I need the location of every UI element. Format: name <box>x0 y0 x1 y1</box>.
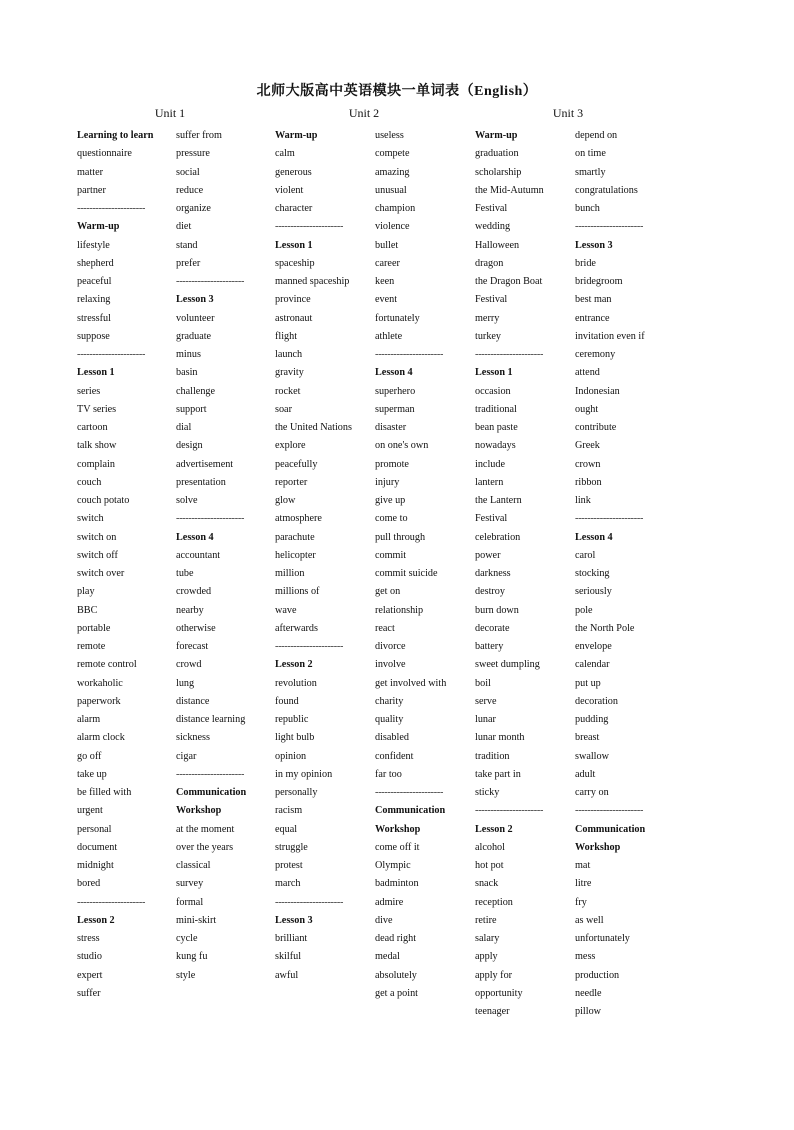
vocab-word: come to <box>375 513 408 525</box>
vocab-word: divorce <box>375 641 406 652</box>
vocab-word: the Dragon Boat <box>475 276 543 287</box>
vocab-word: athlete <box>375 330 403 342</box>
vocab-word: TV series <box>77 403 117 415</box>
vocab-word: reporter <box>275 476 308 488</box>
vocab-word: give up <box>375 495 406 506</box>
vocab-word: serve <box>475 695 497 707</box>
vocab-word: republic <box>275 714 309 725</box>
vocab-word: opportunity <box>475 987 523 999</box>
vocab-word: take part in <box>475 768 521 780</box>
vocab-word: wedding <box>475 221 511 233</box>
vocab-word: stress <box>77 933 100 944</box>
vocab-word: relationship <box>375 604 424 616</box>
vocab-word: fry <box>575 896 587 908</box>
vocab-word: fortunately <box>375 312 420 324</box>
vocab-word: shepherd <box>77 257 114 269</box>
vocab-word: stand <box>176 239 198 251</box>
vocab-word: partner <box>77 184 106 196</box>
vocab-word: relaxing <box>77 294 111 306</box>
vocab-word: bridegroom <box>575 276 623 287</box>
vocab-word: march <box>275 878 301 890</box>
vocab-word: destroy <box>475 586 505 598</box>
vocab-word: breast <box>575 732 600 744</box>
vocab-word: battery <box>475 641 504 652</box>
vocab-word: crowded <box>176 586 212 598</box>
vocab-word: far too <box>375 768 402 780</box>
vocab-word: nowadays <box>475 440 516 452</box>
vocab-word: hot pot <box>475 860 504 871</box>
vocab-word: depend on <box>575 130 618 141</box>
section-heading: Communication <box>375 805 446 817</box>
vocab-word: complain <box>77 458 115 470</box>
vocab-word: support <box>176 403 207 415</box>
vocab-word: attend <box>575 367 600 379</box>
vocab-word: generous <box>275 166 312 178</box>
vocab-word: sticky <box>475 787 500 798</box>
vocab-word: accountant <box>176 549 221 561</box>
vocab-word: mat <box>575 860 591 871</box>
vocab-word: lifestyle <box>77 239 110 251</box>
vocab-word: minus <box>176 349 201 360</box>
vocab-word: ought <box>575 403 599 415</box>
vocab-word: dial <box>176 422 192 433</box>
word-column-1 <box>77 127 167 1003</box>
vocab-word: scholarship <box>475 166 522 178</box>
vocab-word: wave <box>275 604 297 616</box>
vocab-word: sickness <box>176 732 210 744</box>
vocab-word: social <box>176 166 200 178</box>
vocab-word: revolution <box>275 677 317 689</box>
vocab-word: millions of <box>275 586 320 598</box>
vocab-word: switch on <box>77 531 117 543</box>
vocab-word: congratulations <box>575 184 638 196</box>
vocab-word: skilful <box>275 951 302 963</box>
vocab-word: production <box>575 969 620 981</box>
vocab-word: tube <box>176 568 194 579</box>
vocab-word: alarm clock <box>77 732 125 744</box>
vocab-word: brilliant <box>275 933 308 944</box>
vocab-word: million <box>275 568 305 579</box>
vocab-word: get a point <box>375 987 419 999</box>
vocab-word: mini-skirt <box>176 914 217 926</box>
vocab-word: in my opinion <box>275 768 333 780</box>
vocab-word: snack <box>475 878 499 890</box>
vocab-word: Festival <box>475 294 508 306</box>
vocab-word: include <box>475 458 505 470</box>
section-divider: ---------------------- <box>575 513 644 525</box>
section-heading: Lesson 4 <box>575 531 613 543</box>
vocab-word: volunteer <box>176 312 215 324</box>
vocab-word: studio <box>77 951 102 963</box>
vocab-word: ribbon <box>575 476 602 488</box>
vocab-word: design <box>176 440 203 452</box>
unit-2-heading: Unit 2 <box>348 106 380 120</box>
vocab-word: contribute <box>575 422 617 433</box>
vocab-word: amazing <box>375 166 410 178</box>
vocab-word: get involved with <box>375 677 447 689</box>
vocab-word: get on <box>375 586 401 598</box>
vocab-word: bride <box>575 257 596 269</box>
vocab-word: otherwise <box>176 622 216 634</box>
vocab-word: matter <box>77 166 104 178</box>
vocab-word: medal <box>375 951 400 963</box>
vocab-word: commit suicide <box>375 568 438 579</box>
vocab-word: seriously <box>575 586 612 598</box>
vocab-word: litre <box>575 878 592 890</box>
section-heading: Lesson 1 <box>275 239 313 251</box>
vocab-word: over the years <box>176 841 234 853</box>
vocab-word: carol <box>575 549 596 561</box>
vocab-word: decorate <box>475 622 510 634</box>
section-divider: ---------------------- <box>475 805 544 817</box>
vocab-word: injury <box>375 476 400 488</box>
vocab-word: apply <box>475 951 498 963</box>
vocab-word: smartly <box>575 166 606 178</box>
vocab-word: link <box>575 495 591 506</box>
section-divider: ---------------------- <box>375 787 444 798</box>
vocab-word: series <box>77 385 101 397</box>
vocab-word: prefer <box>176 257 201 269</box>
vocab-word: the United Nations <box>275 422 352 433</box>
section-heading: Lesson 1 <box>475 367 513 379</box>
vocab-word: badminton <box>375 878 419 890</box>
vocab-word: gravity <box>275 367 304 379</box>
section-divider: ---------------------- <box>275 641 344 652</box>
vocab-word: violent <box>275 184 304 196</box>
section-heading: Communication <box>575 823 646 835</box>
vocab-word: basin <box>176 367 198 379</box>
vocab-word: lung <box>176 677 195 689</box>
vocab-word: tradition <box>475 750 510 762</box>
vocab-word: glow <box>275 495 296 506</box>
vocab-word: urgent <box>77 805 103 817</box>
section-heading: Lesson 3 <box>176 294 214 306</box>
vocab-word: document <box>77 841 118 853</box>
vocab-word: dead right <box>375 933 417 944</box>
vocab-word: Halloween <box>475 239 520 251</box>
vocab-word: occasion <box>475 385 511 397</box>
vocab-word: on time <box>575 148 606 160</box>
vocab-word: on one's own <box>375 440 429 452</box>
vocab-word: couch potato <box>77 495 130 506</box>
vocab-word: reduce <box>176 184 204 196</box>
vocab-word: classical <box>176 860 211 871</box>
vocab-word: protest <box>275 860 303 871</box>
vocab-word: Festival <box>475 203 508 214</box>
vocab-word: calm <box>275 148 295 160</box>
vocab-word: solve <box>176 495 198 506</box>
vocab-word: Indonesian <box>575 385 620 397</box>
vocab-word: Festival <box>475 513 508 525</box>
vocab-word: helicopter <box>275 549 316 561</box>
vocab-word: quality <box>375 714 404 725</box>
word-column-3 <box>275 127 365 985</box>
vocab-word: apply for <box>475 969 513 981</box>
section-heading: Learning to learn <box>77 130 154 141</box>
vocab-word: peacefully <box>275 458 318 470</box>
vocab-word: cartoon <box>77 422 108 433</box>
vocab-word: racism <box>275 805 303 817</box>
vocab-word: switch over <box>77 568 125 579</box>
vocab-word: survey <box>176 878 204 890</box>
vocab-word: crown <box>575 458 601 470</box>
vocab-word: rocket <box>275 385 301 397</box>
vocab-word: opinion <box>275 750 307 762</box>
vocab-word: forecast <box>176 641 209 652</box>
vocab-word: remote control <box>77 659 137 671</box>
vocab-word: crowd <box>176 659 202 671</box>
section-heading: Warm-up <box>475 130 518 141</box>
word-column-6 <box>575 127 667 1021</box>
section-divider: ---------------------- <box>77 349 146 360</box>
vocab-word: stressful <box>77 312 111 324</box>
vocab-word: entrance <box>575 312 610 324</box>
unit-1-heading: Unit 1 <box>154 106 186 120</box>
vocab-word: kung fu <box>176 951 208 963</box>
section-heading: Lesson 4 <box>375 367 413 379</box>
section-heading: Lesson 2 <box>275 659 313 671</box>
vocab-word: celebration <box>475 531 521 543</box>
vocab-word: graduate <box>176 330 212 342</box>
vocab-word: found <box>275 695 299 707</box>
vocab-word: questionnaire <box>77 148 132 160</box>
section-divider: ---------------------- <box>575 221 644 233</box>
vocab-word: teenager <box>475 1006 510 1017</box>
vocab-word: disaster <box>375 422 407 433</box>
vocab-word: ceremony <box>575 349 616 360</box>
vocab-word: superhero <box>375 385 416 397</box>
vocab-word: best man <box>575 294 612 306</box>
section-heading: Workshop <box>575 841 621 853</box>
word-column-4 <box>375 127 465 1003</box>
vocab-word: bored <box>77 878 101 890</box>
vocab-word: useless <box>375 130 404 141</box>
vocab-word: pull through <box>375 531 426 543</box>
vocab-word: take up <box>77 768 107 780</box>
vocab-word: the North Pole <box>575 622 635 634</box>
vocab-word: light bulb <box>275 732 315 744</box>
vocab-word: pillow <box>575 1006 602 1017</box>
vocab-word: unusual <box>375 184 407 196</box>
section-divider: ---------------------- <box>77 203 146 214</box>
vocab-word: turkey <box>475 330 502 342</box>
page-title: 北师大版高中英语模块一单词表（English） <box>256 84 538 99</box>
section-heading: Lesson 1 <box>77 367 115 379</box>
vocab-word: boil <box>475 677 491 689</box>
vocab-word: remote <box>77 641 106 652</box>
section-divider: ---------------------- <box>176 276 245 287</box>
vocab-word: carry on <box>575 787 609 798</box>
vocab-word: workaholic <box>77 677 123 689</box>
vocab-word: peaceful <box>77 276 112 287</box>
section-heading: Workshop <box>176 805 222 817</box>
vocab-word: Greek <box>575 440 600 452</box>
word-column-5 <box>475 127 565 1021</box>
vocab-word: pole <box>575 604 593 616</box>
vocab-word: compete <box>375 148 410 160</box>
vocab-word: involve <box>375 659 406 671</box>
section-divider: ---------------------- <box>575 805 644 817</box>
vocab-word: flight <box>275 330 298 342</box>
vocab-word: pressure <box>176 148 210 160</box>
vocab-word: invitation even if <box>575 330 645 342</box>
vocab-word: swallow <box>575 750 609 762</box>
vocab-word: couch <box>77 476 102 488</box>
vocab-word: as well <box>575 914 604 926</box>
vocab-word: suffer <box>77 987 101 999</box>
vocab-word: power <box>475 549 501 561</box>
vocab-word: play <box>77 586 95 598</box>
vocab-word: superman <box>375 403 415 415</box>
vocab-word: reception <box>475 896 513 908</box>
section-heading: Lesson 4 <box>176 531 214 543</box>
vocab-word: career <box>375 257 400 269</box>
vocab-word: needle <box>575 987 602 999</box>
vocab-word: character <box>275 203 313 214</box>
vocab-word: salary <box>475 933 500 944</box>
section-divider: ---------------------- <box>176 768 245 780</box>
vocab-word: event <box>375 294 398 306</box>
vocab-word: diet <box>176 221 192 233</box>
vocab-word: commit <box>375 549 407 561</box>
section-heading: Lesson 3 <box>275 914 313 926</box>
vocab-word: lantern <box>475 476 504 488</box>
vocab-word: at the moment <box>176 823 235 835</box>
vocab-word: be filled with <box>77 787 132 798</box>
section-heading: Lesson 2 <box>77 914 115 926</box>
vocab-word: disabled <box>375 732 409 744</box>
vocab-word: decoration <box>575 695 618 707</box>
vocab-word: suffer from <box>176 130 222 141</box>
vocab-word: calendar <box>575 659 610 671</box>
vocab-word: put up <box>575 677 601 689</box>
vocab-word: province <box>275 294 311 306</box>
vocab-word: unfortunately <box>575 933 630 944</box>
vocab-word: adult <box>575 768 596 780</box>
vocab-word: keen <box>375 276 395 287</box>
vocab-word: lunar month <box>475 732 525 744</box>
vocab-word: expert <box>77 969 103 981</box>
vocab-word: the Mid-Autumn <box>475 184 544 196</box>
vocab-word: promote <box>375 458 409 470</box>
vocab-word: paperwork <box>77 695 121 707</box>
vocab-word: burn down <box>475 604 519 616</box>
section-divider: ---------------------- <box>77 896 146 908</box>
vocab-word: style <box>176 969 196 981</box>
section-heading: Warm-up <box>77 221 120 233</box>
vocab-word: explore <box>275 440 306 452</box>
vocab-word: react <box>375 622 395 634</box>
vocab-word: violence <box>375 221 410 233</box>
vocab-word: advertisement <box>176 458 234 470</box>
vocab-word: alcohol <box>475 841 505 853</box>
vocab-word: manned spaceship <box>275 276 350 287</box>
vocab-word: challenge <box>176 385 216 397</box>
section-heading: Lesson 2 <box>475 823 513 835</box>
vocab-word: stocking <box>575 568 610 579</box>
vocab-word: sweet dumpling <box>475 659 540 671</box>
vocab-word: switch <box>77 513 104 525</box>
vocab-word: lunar <box>475 714 496 725</box>
vocab-word: personal <box>77 823 112 835</box>
section-heading: Lesson 3 <box>575 239 613 251</box>
section-heading: Workshop <box>375 823 421 835</box>
vocab-word: astronaut <box>275 312 313 324</box>
vocab-word: formal <box>176 896 204 908</box>
vocab-word: soar <box>275 403 292 415</box>
word-column-2 <box>176 127 266 985</box>
section-divider: ---------------------- <box>275 221 344 233</box>
vocab-word: alarm <box>77 714 101 725</box>
section-heading: Communication <box>176 787 247 798</box>
vocab-word: struggle <box>275 841 308 853</box>
unit-3-heading: Unit 3 <box>552 106 584 120</box>
vocab-word: dragon <box>475 257 504 269</box>
vocab-word: absolutely <box>375 969 417 981</box>
vocab-word: admire <box>375 896 404 908</box>
vocab-word: darkness <box>475 568 511 579</box>
vocab-word: traditional <box>475 403 517 415</box>
vocab-word: charity <box>375 695 404 707</box>
vocab-word: talk show <box>77 440 117 452</box>
vocab-word: switch off <box>77 549 118 561</box>
vocab-word: atmosphere <box>275 513 322 525</box>
vocab-word: cigar <box>176 750 197 762</box>
vocab-word: personally <box>275 787 318 798</box>
vocab-word: bunch <box>575 203 600 214</box>
vocab-word: retire <box>475 914 497 926</box>
section-divider: ---------------------- <box>375 349 444 360</box>
vocab-word: Olympic <box>375 860 411 871</box>
vocab-word: spaceship <box>275 257 315 269</box>
section-heading: Warm-up <box>275 130 318 141</box>
vocab-word: portable <box>77 622 111 634</box>
vocab-word: envelope <box>575 641 612 652</box>
vocab-word: go off <box>77 750 102 762</box>
vocab-word: launch <box>275 349 303 360</box>
vocab-word: parachute <box>275 531 315 543</box>
vocab-word: cycle <box>176 933 198 944</box>
section-divider: ---------------------- <box>475 349 544 360</box>
vocab-word: distance learning <box>176 714 246 725</box>
vocab-word: the Lantern <box>475 495 522 506</box>
vocab-word: come off it <box>375 841 420 853</box>
vocab-word: nearby <box>176 604 204 616</box>
vocab-word: awful <box>275 969 299 981</box>
vocab-word: confident <box>375 750 414 762</box>
vocab-word: merry <box>475 312 500 324</box>
section-divider: ---------------------- <box>275 896 344 908</box>
vocab-word: distance <box>176 695 210 707</box>
vocab-word: organize <box>176 203 211 214</box>
vocab-word: graduation <box>475 148 519 160</box>
vocab-word: pudding <box>575 714 609 725</box>
vocab-word: champion <box>375 203 416 214</box>
section-divider: ---------------------- <box>176 513 245 525</box>
vocab-word: dive <box>375 914 393 926</box>
vocab-word: mess <box>575 951 596 963</box>
vocab-word: bullet <box>375 239 399 251</box>
vocab-word: equal <box>275 823 298 835</box>
vocab-word: bean paste <box>475 422 518 433</box>
vocab-word: afterwards <box>275 622 318 634</box>
vocab-word: presentation <box>176 476 226 488</box>
vocab-word: suppose <box>77 330 110 342</box>
vocab-word: BBC <box>77 604 98 616</box>
vocab-word: midnight <box>77 860 114 871</box>
